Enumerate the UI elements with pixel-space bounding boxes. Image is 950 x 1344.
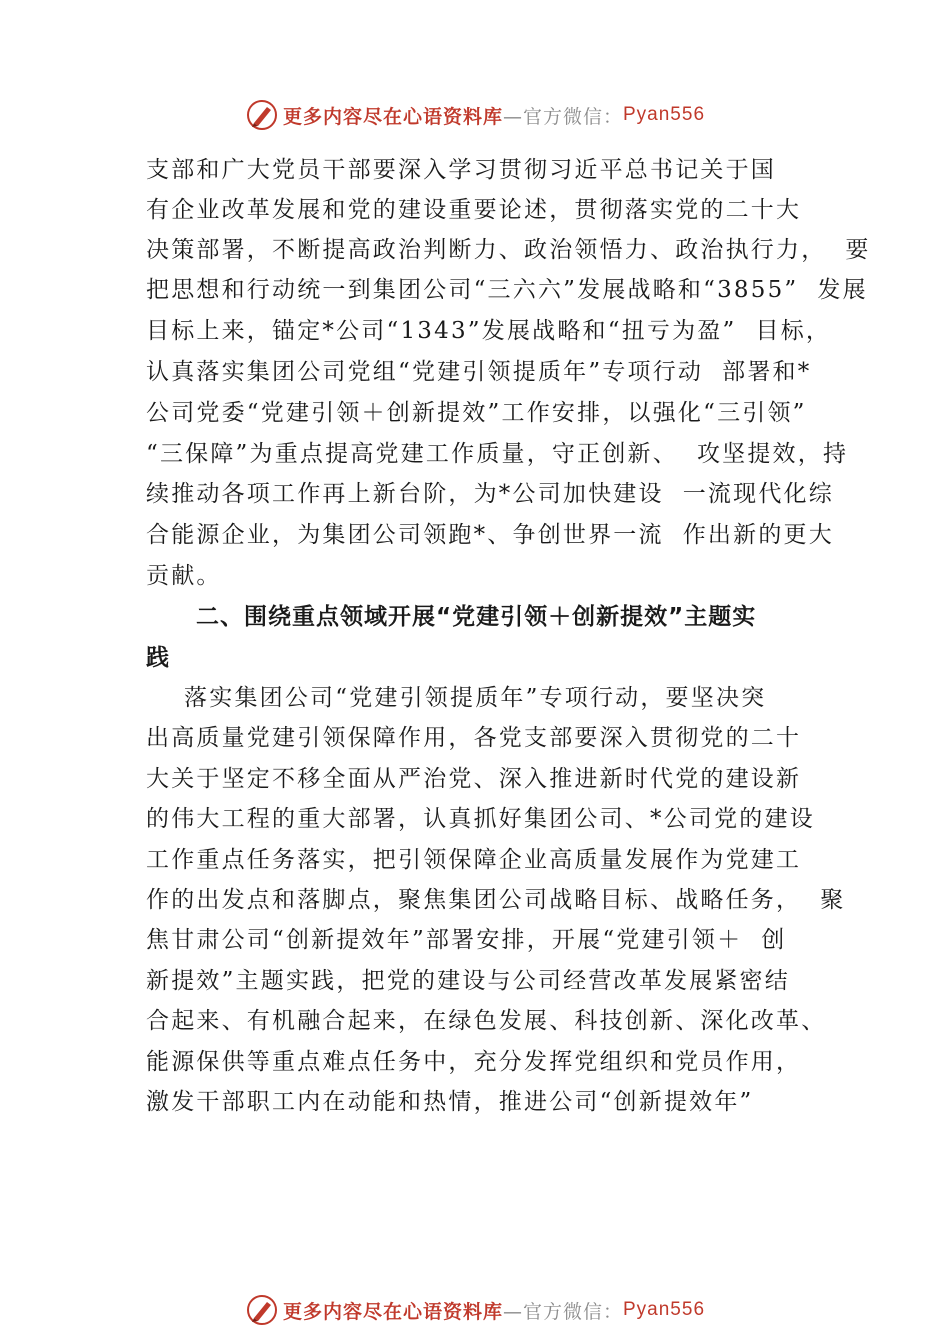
heading-line: 践 [146,645,170,671]
banner-text-red: 更多内容尽在心语资料库 [282,105,503,128]
pen-logo-icon [245,1293,279,1327]
text-line: 出高质量党建引领保障作用，各党支部要深入贯彻党的二十 [146,725,802,751]
text-line: 认真落实集团公司党组“党建引领提质年”专项行动 部署和* [146,359,812,385]
text-line: 工作重点任务落实，把引领保障企业高质量发展作为党建工 [146,847,802,873]
text-line: 有企业改革发展和党的建设重要论述，贯彻落实党的二十大 [146,197,802,223]
banner-text-gray: —官方微信： [502,1300,623,1323]
text-line: 合能源企业，为集团公司领跑*、争创世界一流 作出新的更大 [146,522,834,548]
text-line: 新提效”主题实践，把党的建设与公司经营改革发展紧密结 [146,968,790,994]
text-line: 落实集团公司“党建引领提质年”专项行动，要坚决突 [146,685,767,711]
pen-logo-icon [245,98,279,132]
header-banner [0,95,950,135]
banner-text-red: 更多内容尽在心语资料库 [282,1300,503,1323]
text-line: 合起来、有机融合起来，在绿色发展、科技创新、深化改革、 [146,1008,827,1034]
text-line: 续推动各项工作再上新台阶，为*公司加快建设 一流现代化综 [146,481,834,507]
text-line: 的伟大工程的重大部署，认真抓好集团公司、*公司党的建设 [146,806,815,832]
text-line: “三保障”为重点提高党建工作质量，守正创新、 攻坚提效，持 [146,441,849,467]
text-line: 目标上来，锚定*公司“1343”发展战略和“扭亏为盈” 目标， [146,318,832,344]
text-line: 能源保供等重点难点任务中，充分发挥党组织和党员作用， [146,1049,802,1075]
text-line: 焦甘肃公司“创新提效年”部署安排，开展“党建引领＋ 创 [146,927,787,953]
text-line: 决策部署，不断提高政治判断力、政治领悟力、政治执行力， 要 [146,237,871,263]
text-line: 大关于坚定不移全面从严治党、深入推进新时代党的建设新 [146,766,802,792]
heading-line: 二、围绕重点领域开展“党建引领＋创新提效”主题实 [196,604,757,630]
footer-banner [0,1290,950,1330]
banner-wechat-id: Pyan556 [623,104,706,125]
text-line: 公司党委“党建引领＋创新提效”工作安排，以强化“三引领” [146,400,807,426]
banner-wechat-id: Pyan556 [623,1299,706,1320]
banner-text-gray: —官方微信： [502,105,623,128]
text-line: 贡献。 [146,563,222,589]
text-line: 支部和广大党员干部要深入学习贯彻习近平总书记关于国 [146,157,776,183]
text-line: 把思想和行动统一到集团公司“三六六”发展战略和“3855” 发展 [146,277,868,303]
text-line: 激发干部职工内在动能和热情，推进公司“创新提效年” [146,1089,754,1115]
text-line: 作的出发点和落脚点，聚焦集团公司战略目标、战略任务， 聚 [146,887,846,913]
